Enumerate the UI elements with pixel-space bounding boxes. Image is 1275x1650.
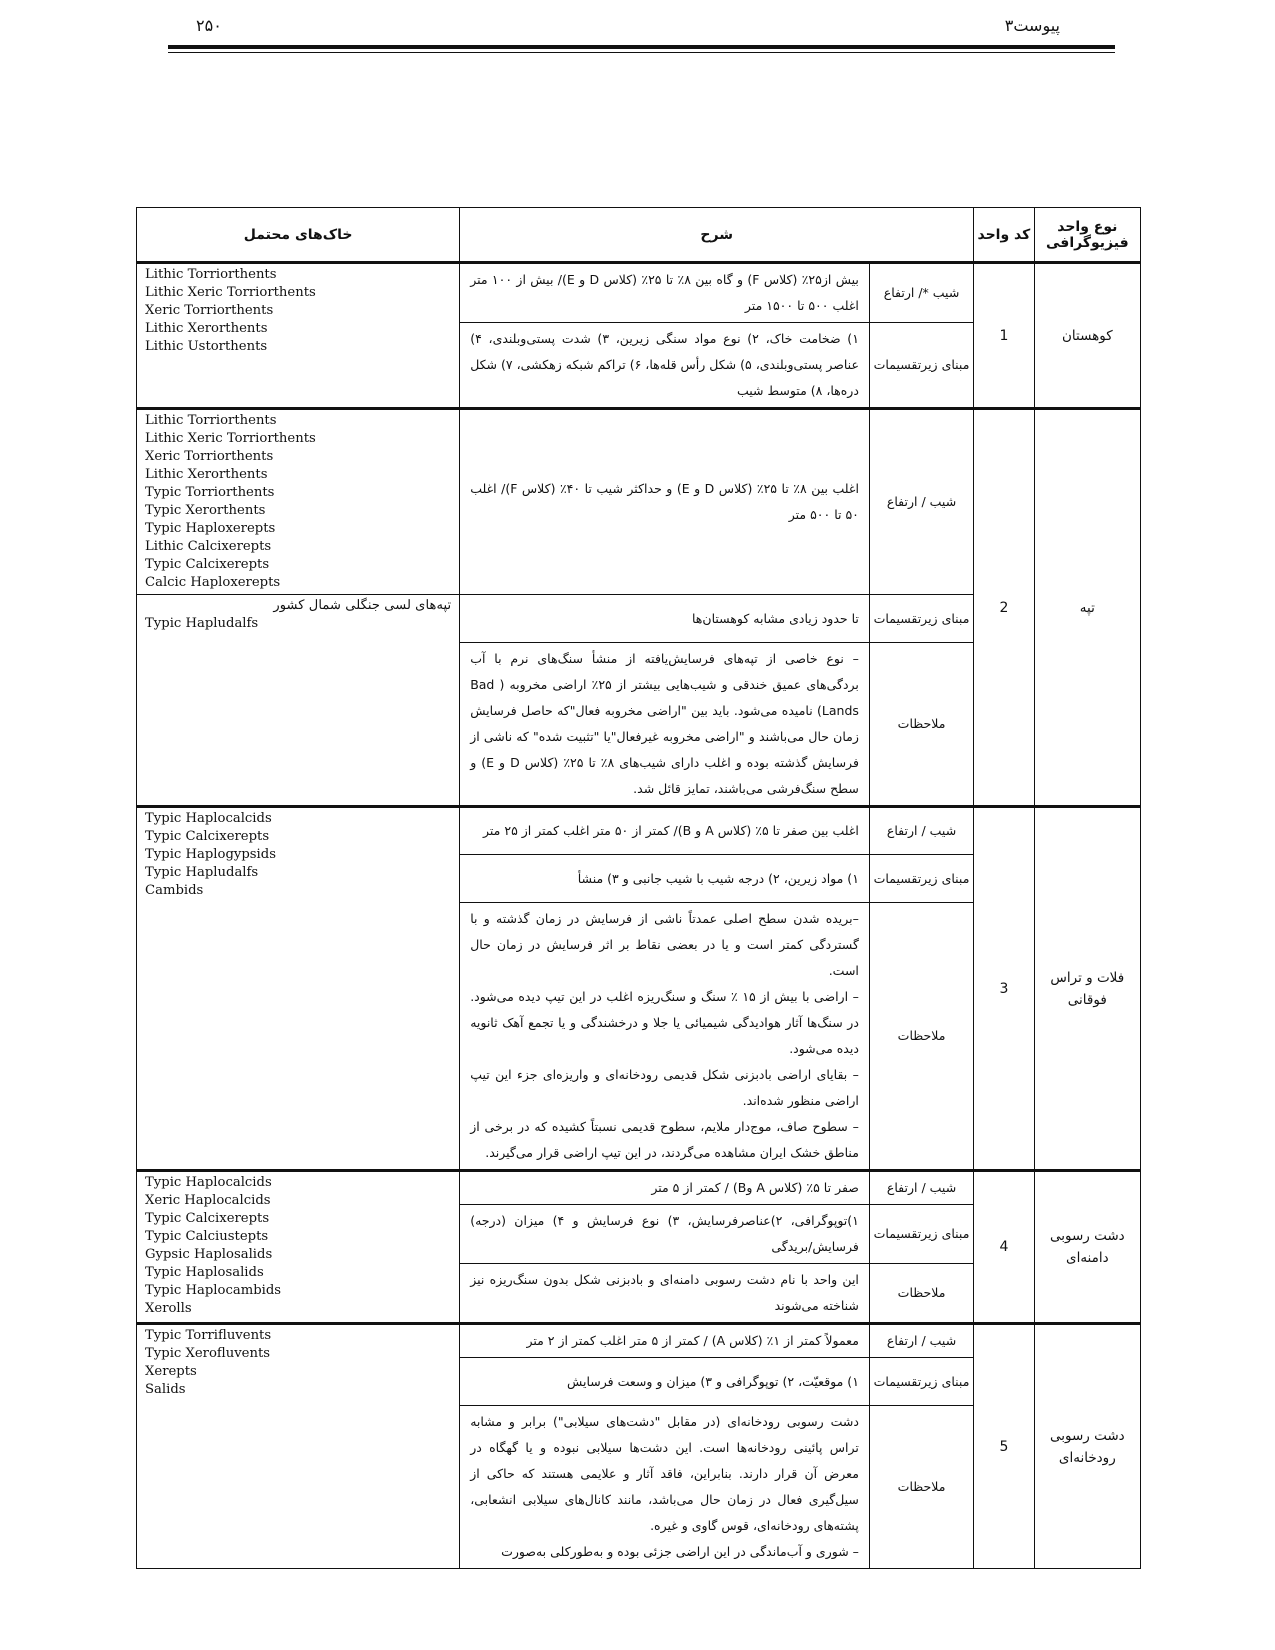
header-soils: خاک‌های محتمل: [137, 208, 460, 263]
soil-name: Typic Calcixerepts: [145, 557, 270, 572]
criterion-label: ملاحظات: [869, 1264, 973, 1324]
soil-name: Gypsic Haplosalids: [145, 1247, 273, 1262]
description-cell: ۱) موقعیّت، ۲) توپوگرافی و ۳) میزان و وسعت فرسایش: [460, 1358, 870, 1406]
unit-type-name: کوهستان: [1034, 263, 1140, 409]
unit-type-name: دشت رسوبی رودخانه‌ای: [1034, 1324, 1140, 1569]
soil-name: Lithic Calcixerepts: [145, 539, 272, 554]
soil-name: Xeric Haplocalcids: [145, 1193, 271, 1208]
table-header-row: [137, 208, 1141, 263]
description-paragraph: – اراضی با بیش از ۱۵ ٪ سنگ و سنگ‌ریزه اغلب در این تیپ دیده می‌شود. در سنگ‌ها آثار هوادیدگی شیمیائی یا جلا و درخشندگی و یا تجمع آهک ثانویه دیده می‌شود.: [470, 989, 859, 1056]
unit-type-name: دشت رسوبی دامنه‌ای: [1034, 1171, 1140, 1324]
unit-type-name: تپه: [1034, 409, 1140, 807]
possible-soils-cell: [137, 1324, 460, 1569]
table-body: [137, 263, 1141, 1569]
unit-code: 5: [974, 1324, 1034, 1569]
soil-name: Typic Haplogypsids: [145, 847, 276, 862]
soil-name: Typic Xerorthents: [145, 503, 266, 518]
criterion-label: شیب / ارتفاع: [869, 807, 973, 855]
possible-soils-cell: [137, 409, 460, 595]
soil-name: Lithic Torriorthents: [145, 413, 277, 428]
description-paragraph: دشت رسوبی رودخانه‌ای (در مقابل "دشت‌های سیلابی") برابر و مشابه تراس پائینی رودخانه‌ها است. این دشت‌ها سیلابی نبوده و یا گهگاه در معرض آن قرار دارند. بنابراین، فاقد آثار و علایمی هستند که حاکی از سیل‌گیری فعال در زمان حال می‌باشد، مانند کانال‌های سیلابی انشعابی، پشته‌های رودخانه‌ای، قوس گاوی و غیره.: [470, 1414, 859, 1533]
unit-code: 3: [974, 807, 1034, 1171]
soil-name: Typic Hapludalfs: [145, 616, 259, 631]
criterion-label: شیب */ ارتفاع: [869, 263, 973, 323]
unit-code: 2: [974, 409, 1034, 807]
soil-name: Typic Haploxerepts: [145, 521, 276, 536]
soil-name: Xerolls: [145, 1301, 192, 1316]
appendix-title: پیوست۳: [1004, 16, 1060, 35]
table-row: [137, 807, 1141, 855]
possible-soils-cell: [137, 263, 460, 409]
header-description: شرح: [460, 208, 974, 263]
description-cell: – نوع خاصی از تپه‌های فرسایش‌یافته از منشأ سنگ‌های نرم با آب بردگی‌های عمیق خندقی و شیب‌هایی بیشتر از ۲۵٪ اراضی مخروبه ( Bad Lands) نامیده می‌شود. باید بین "اراضی مخروبه فعال"که حاصل فرسایش زمان حال می‌باشند و "اراضی مخروبه غیرفعال"یا "تثبیت شده" که ناشی از فرسایش گذشته بوده و اغلب دارای شیب‌های ۸٪ تا ۲۵٪ (کلاس D و E) و سطح سنگ‌فرشی می‌باشند، تمایز قائل شد.: [460, 643, 870, 807]
soil-name: Typic Haplosalids: [145, 1265, 264, 1280]
soil-name: Lithic Xerorthents: [145, 321, 268, 336]
description-paragraph: –بریده شدن سطح اصلی عمدتاً ناشی از فرسایش در زمان گذشته و با گستردگی کمتر است و یا در بعضی نقاط بر اثر فرسایش در زمان حال است.: [470, 911, 859, 978]
criterion-label: شیب / ارتفاع: [869, 409, 973, 595]
unit-type-name: فلات و تراس فوقانی: [1034, 807, 1140, 1171]
table-row: [137, 263, 1141, 323]
soil-name: Typic Calciustepts: [145, 1229, 269, 1244]
possible-soils-cell: [137, 1171, 460, 1324]
soil-name: Lithic Xerorthents: [145, 467, 268, 482]
description-cell: ۱)توپوگرافی، ۲)عناصرفرسایش، ۳) نوع فرسایش و ۴) میزان (درجه) فرسایش/بریدگی: [460, 1205, 870, 1264]
header-rule-thick: [168, 45, 1115, 49]
criterion-label: شیب / ارتفاع: [869, 1324, 973, 1358]
description-cell: تا حدود زیادی مشابه کوهستان‌ها: [460, 595, 870, 643]
criterion-label: مبنای زیرتقسیمات: [869, 323, 973, 409]
description-paragraph: – سطوح صاف، موج‌دار ملایم، سطوح قدیمی نسبتاً کشیده که در برخی از مناطق خشک ایران مشاهده می‌گردند، در این تیپ اراضی قرار می‌گیرند.: [470, 1119, 859, 1160]
table-row: [137, 1171, 1141, 1205]
description-cell: [460, 903, 870, 1171]
soil-name: Xerepts: [145, 1364, 197, 1379]
soil-name: Lithic Torriorthents: [145, 267, 277, 282]
header-code: کد واحد: [974, 208, 1034, 263]
criterion-label: مبنای زیرتقسیمات: [869, 595, 973, 643]
criterion-label: مبنای زیرتقسیمات: [869, 855, 973, 903]
criterion-label: مبنای زیرتقسیمات: [869, 1205, 973, 1264]
soil-name: Typic Haplocambids: [145, 1283, 282, 1298]
soil-name: Lithic Xeric Torriorthents: [145, 431, 316, 446]
soil-note: تپه‌های لسی جنگلی شمال کشور: [273, 598, 452, 613]
criterion-label: ملاحظات: [869, 903, 973, 1171]
soil-name: Cambids: [145, 883, 204, 898]
criterion-label: شیب / ارتفاع: [869, 1171, 973, 1205]
soil-name: Salids: [145, 1382, 186, 1397]
header-unit-type: نوع واحد فیزیوگرافی: [1034, 208, 1140, 263]
description-cell: این واحد با نام دشت رسوبی دامنه‌ای و بادبزنی شکل بدون سنگ‌ریزه نیز شناخته می‌شوند: [460, 1264, 870, 1324]
description-cell: صفر تا ۵٪ (کلاس A وB) / کمتر از ۵ متر: [460, 1171, 870, 1205]
unit-code: 1: [974, 263, 1034, 409]
physiographic-units-table: [136, 207, 1141, 1569]
criterion-label: مبنای زیرتقسیمات: [869, 1358, 973, 1406]
soil-name: Typic Calcixerepts: [145, 829, 270, 844]
soil-name: Typic Xerofluvents: [145, 1346, 271, 1361]
table-row: [137, 1324, 1141, 1358]
description-cell: اغلب بین صفر تا ۵٪ (کلاس A و B)/ کمتر از ۵۰ متر اغلب کمتر از ۲۵ متر: [460, 807, 870, 855]
soil-name: Typic Torriorthents: [145, 485, 275, 500]
header-rule-thin: [168, 52, 1115, 53]
table-row: [137, 409, 1141, 595]
soil-name: Calcic Haploxerepts: [145, 575, 281, 590]
description-cell: ۱) ضخامت خاک، ۲) نوع مواد سنگی زیرین، ۳) شدت پستی‌وبلندی، ۴) عناصر پستی‌وبلندی، ۵) شکل رأس قله‌ها، ۶) تراکم شبکه زهکشی، ۷) شکل دره‌ها، ۸) متوسط شیب: [460, 323, 870, 409]
soil-name: Typic Hapludalfs: [145, 865, 259, 880]
criterion-label: ملاحظات: [869, 1406, 973, 1569]
description-cell: ۱) مواد زیرین، ۲) درجه شیب با شیب جانبی و ۳) منشأ: [460, 855, 870, 903]
soil-name: Lithic Xeric Torriorthents: [145, 285, 316, 300]
soil-name: Xeric Torriorthents: [145, 449, 274, 464]
description-cell: بیش از۲۵٪ (کلاس F) و گاه بین ۸٪ تا ۲۵٪ (کلاس D و E)/ بیش از ۱۰۰ متر اغلب ۵۰۰ تا ۱۵۰۰ متر: [460, 263, 870, 323]
possible-soils-cell: [137, 595, 460, 807]
soil-name: Xeric Torriorthents: [145, 303, 274, 318]
unit-code: 4: [974, 1171, 1034, 1324]
criterion-label: ملاحظات: [869, 643, 973, 807]
page-number: ۲۵۰: [196, 16, 222, 35]
description-cell: اغلب بین ۸٪ تا ۲۵٪ (کلاس D و E) و حداکثر شیب تا ۴۰٪ (کلاس F)/ اغلب ۵۰ تا ۵۰۰ متر: [460, 409, 870, 595]
soil-name: Lithic Ustorthents: [145, 339, 268, 354]
soil-name: Typic Haplocalcids: [145, 1175, 272, 1190]
possible-soils-cell: [137, 807, 460, 1171]
soil-name: Typic Torrifluvents: [145, 1328, 272, 1343]
description-paragraph: – بقایای اراضی بادبزنی شکل قدیمی رودخانه‌ای و واریزه‌ای جزء این تیپ اراضی منظور شده‌اند.: [470, 1067, 859, 1108]
soil-name: Typic Haplocalcids: [145, 811, 272, 826]
description-paragraph: – شوری و آب‌ماندگی در این اراضی جزئی بوده و به‌طورکلی به‌صورت: [501, 1544, 859, 1559]
soil-name: Typic Calcixerepts: [145, 1211, 270, 1226]
description-cell: [460, 1406, 870, 1569]
description-cell: معمولاً کمتر از ۱٪ (کلاس A) / کمتر از ۵ متر اغلب کمتر از ۲ متر: [460, 1324, 870, 1358]
